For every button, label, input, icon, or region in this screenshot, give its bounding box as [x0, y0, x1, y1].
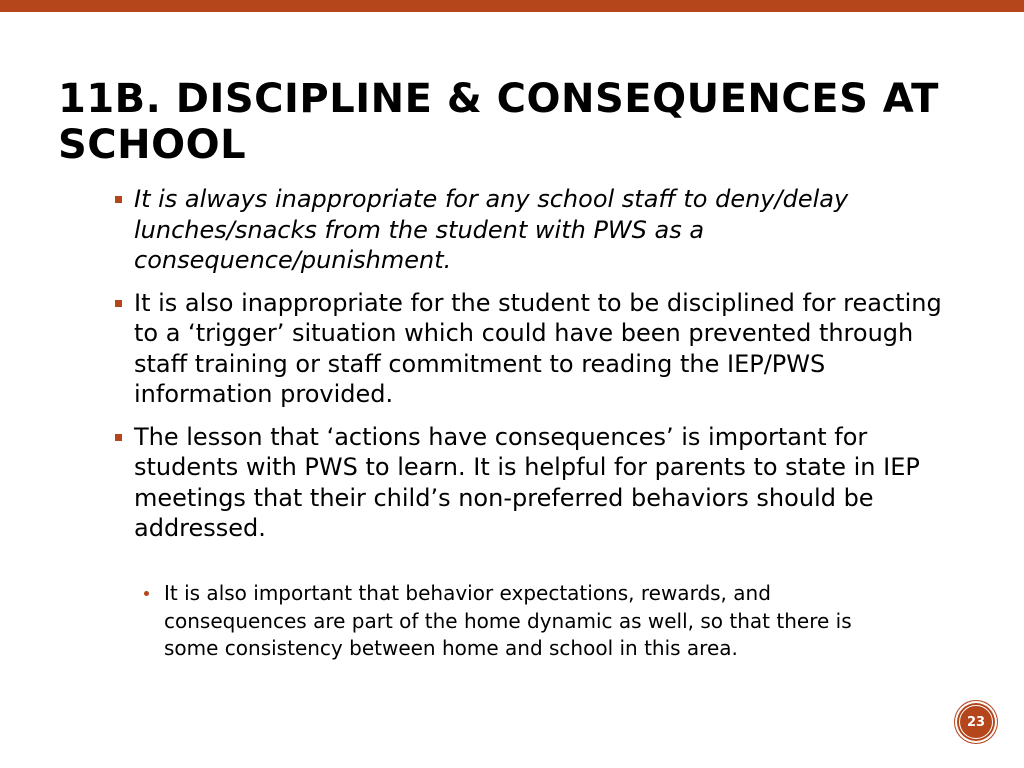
- sub-bullet-item: [142, 580, 902, 663]
- page-number-badge: [955, 701, 997, 743]
- bullet-item: [112, 422, 952, 544]
- square-bullet-icon: [115, 196, 122, 203]
- square-bullet-icon: [115, 434, 122, 441]
- bullet-item: [112, 184, 952, 276]
- sub-bullet-list: [142, 580, 902, 663]
- bullet-text: It is always inappropriate for any school staff to deny/delay lunches/snacks from the student with PWS as a consequence/punishment.: [134, 185, 849, 274]
- bullet-item: [112, 288, 952, 410]
- slide-title: 11B. DISCIPLINE & CONSEQUENCES AT SCHOOL: [58, 76, 939, 168]
- bullet-text: It is also inappropriate for the student to be disciplined for reacting to a ‘trigger’ situation which could have been prevented through staff training or staff commitment to reading the IEP/PWS information provided.: [134, 288, 942, 408]
- sub-bullet-text: It is also important that behavior expectations, rewards, and consequences are part of the home dynamic as well, so that there is some consistency between home and school in this area.: [164, 581, 852, 660]
- top-accent-bar: [0, 0, 1024, 12]
- bullet-text: The lesson that ‘actions have consequences’ is important for students with PWS to learn. It is helpful for parents to state in IEP meetings that their child’s non-preferred behaviors should be addressed.: [134, 422, 920, 542]
- square-bullet-icon: [115, 300, 122, 307]
- page-number: 23: [959, 705, 993, 739]
- dot-bullet-icon: [144, 591, 149, 596]
- bullet-list: [112, 184, 952, 556]
